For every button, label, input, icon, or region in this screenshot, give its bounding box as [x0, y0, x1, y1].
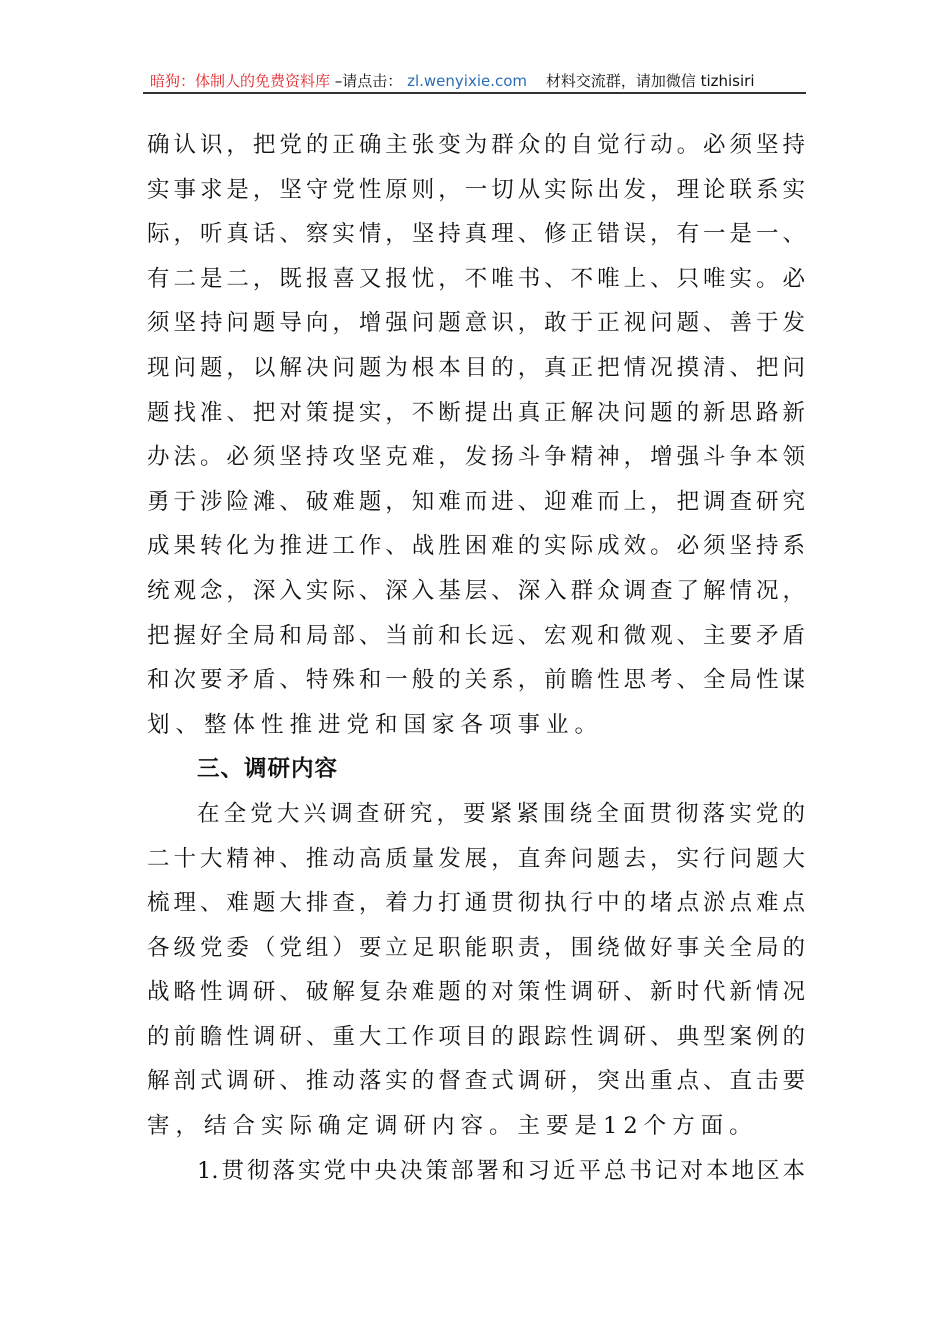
paragraph-line: 梳理、难题大排查，着力打通贯彻执行中的堵点淤点难点: [147, 890, 805, 917]
paragraph-line: 把握好全局和局部、当前和长远、宏观和微观、主要矛盾: [147, 622, 805, 649]
page-header: [150, 70, 800, 91]
paragraph-line: 办法。必须坚持攻坚克难，发扬斗争精神，增强斗争本领: [147, 444, 805, 471]
header-contact: 材料交流群，请加微信 tizhisiri: [545, 72, 755, 90]
header-link[interactable]: zl.wenyixie.com: [407, 72, 528, 90]
paragraph-line: 在全党大兴调查研究，要紧紧围绕全面贯彻落实党的: [197, 800, 805, 827]
paragraph-line: 害，结合实际确定调研内容。主要是12个方面。: [147, 1113, 758, 1140]
header-divider: [143, 92, 806, 94]
paragraph-line: 现问题，以解决问题为根本目的，真正把情况摸清、把问: [147, 354, 805, 381]
paragraph-line: 统观念，深入实际、深入基层、深入群众调查了解情况，: [147, 577, 805, 604]
paragraph-line: 和次要矛盾、特殊和一般的关系，前瞻性思考、全局性谋: [147, 667, 805, 694]
paragraph-line: 各级党委（党组）要立足职能职责，围绕做好事关全局的: [147, 934, 805, 961]
section-heading: 三、调研内容: [197, 756, 339, 783]
paragraph-line: 须坚持问题导向，增强问题意识，敢于正视问题、善于发: [147, 310, 805, 337]
paragraph-line: 划、整体性推进党和国家各项事业。: [147, 711, 604, 738]
header-brand: 暗狗：体制人的免费资料库: [150, 72, 331, 90]
document-body: [147, 129, 805, 1199]
paragraph-line: 际，听真话、察实情，坚持真理、修正错误，有一是一、: [147, 221, 805, 248]
paragraph-line: 确认识，把党的正确主张变为群众的自觉行动。必须坚持: [147, 132, 805, 158]
paragraph-line: 二十大精神、推动高质量发展，直奔问题去，实行问题大: [147, 845, 805, 872]
paragraph-line: 解剖式调研、推动落实的督查式调研，突出重点、直击要: [147, 1068, 805, 1095]
paragraph-line: 题找准、把对策提实，不断提出真正解决问题的新思路新: [147, 399, 805, 426]
paragraph-line: 成果转化为推进工作、战胜困难的实际成效。必须坚持系: [147, 533, 805, 560]
paragraph-line: 实事求是，坚守党性原则，一切从实际出发，理论联系实: [147, 176, 805, 203]
paragraph-line: 有二是二，既报喜又报忧，不唯书、不唯上、只唯实。必: [147, 265, 805, 292]
list-item-1: 1.贯彻落实党中央决策部署和习近平总书记对本地区本: [197, 1157, 805, 1184]
paragraph-line: 的前瞻性调研、重大工作项目的跟踪性调研、典型案例的: [147, 1023, 805, 1050]
paragraph-line: 勇于涉险滩、破难题，知难而进、迎难而上，把调查研究: [147, 488, 805, 515]
header-cta: –请点击：: [334, 72, 403, 90]
paragraph-line: 战略性调研、破解复杂难题的对策性调研、新时代新情况: [147, 979, 805, 1006]
